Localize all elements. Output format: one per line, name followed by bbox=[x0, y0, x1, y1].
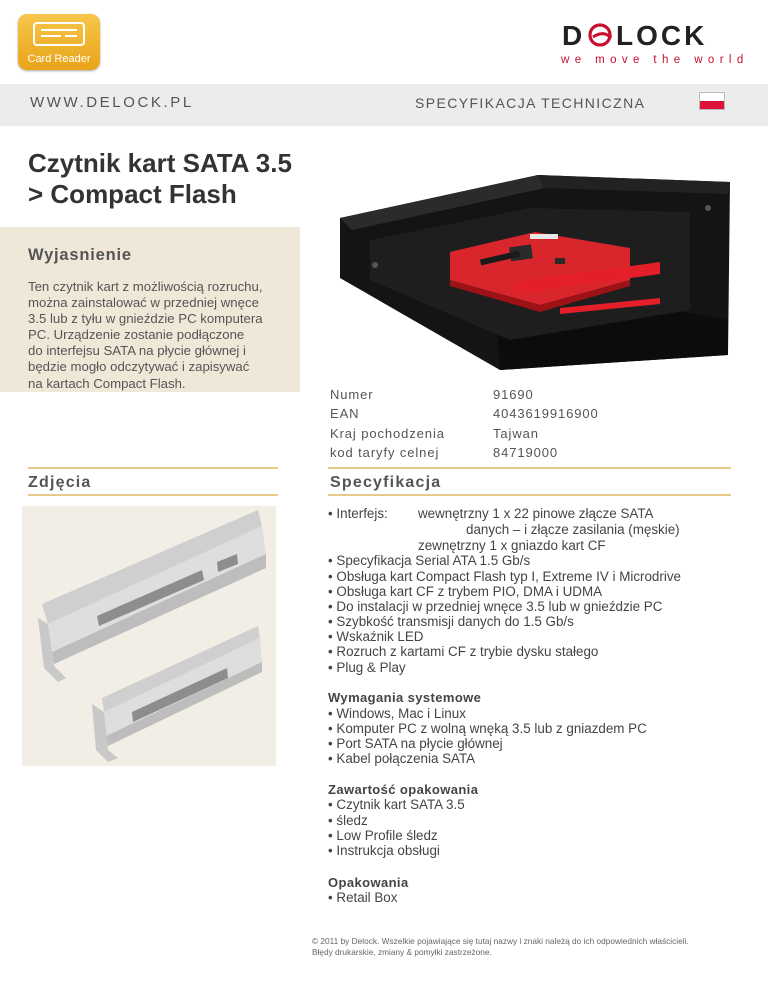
description-heading: Wyjasnienie bbox=[28, 246, 132, 264]
spec-item: • Plug & Play bbox=[328, 660, 406, 675]
description-line: PC. Urządzenie zostanie podłączone bbox=[28, 327, 245, 343]
requirement-item: • Kabel połączenia SATA bbox=[328, 751, 476, 766]
site-url[interactable]: WWW.DELOCK.PL bbox=[30, 94, 194, 111]
spec-item: • Rozruch z kartami CF z trybie dysku stałego bbox=[328, 644, 599, 659]
info-value-tariff: 84719000 bbox=[493, 445, 559, 460]
description-line: do interfejsu SATA na płycie głównej i bbox=[28, 343, 246, 359]
footer-line: Błędy drukarskie, zmiany & pomyłki zastrzeżone. bbox=[312, 947, 492, 957]
package-item: • Czytnik kart SATA 3.5 bbox=[328, 797, 465, 812]
requirement-item: • Windows, Mac i Linux bbox=[328, 706, 466, 721]
info-label-tariff: kod taryfy celnej bbox=[330, 445, 440, 460]
spec-item: • Do instalacji w przedniej wnęce 3.5 lub w gnieździe PC bbox=[328, 599, 663, 614]
spec-interface-label: • Interfejs: bbox=[328, 506, 388, 521]
photos-heading: Zdjęcia bbox=[28, 474, 92, 491]
product-title bbox=[28, 148, 292, 210]
spec-interface-line: danych – i złącze zasilania (męskie) bbox=[466, 522, 680, 537]
package-heading: Zawartość opakowania bbox=[328, 782, 479, 797]
description-line: będzie mogło odczytywać i zapisywać bbox=[28, 359, 250, 375]
description-line: można zainstalować w przedniej wnęce bbox=[28, 295, 259, 311]
divider bbox=[28, 494, 278, 496]
svg-text:LOCK: LOCK bbox=[616, 20, 708, 51]
spec-item: • Obsługa kart CF z trybem PIO, DMA i UDMA bbox=[328, 584, 603, 599]
logo-tagline: we move the world bbox=[561, 54, 749, 66]
description-text bbox=[28, 279, 288, 392]
requirements-heading: Wymagania systemowe bbox=[328, 690, 482, 705]
spec-item: • Szybkość transmisji danych do 1.5 Gb/s bbox=[328, 614, 574, 629]
card-reader-badge bbox=[18, 14, 100, 70]
info-value-number: 91690 bbox=[493, 387, 534, 402]
packing-item: • Retail Box bbox=[328, 890, 398, 905]
description-line: Ten czytnik kart z możliwością rozruchu, bbox=[28, 279, 263, 294]
spec-item: • Specyfikacja Serial ATA 1.5 Gb/s bbox=[328, 553, 531, 568]
requirement-item: • Komputer PC z wolną wnęką 3.5 lub z gniazdem PC bbox=[328, 721, 647, 736]
packing-heading: Opakowania bbox=[328, 875, 409, 890]
svg-text:D: D bbox=[562, 20, 586, 51]
description-line: 3.5 lub z tyłu w gnieździe PC komputera bbox=[28, 311, 263, 327]
spec-item: • Wskaźnik LED bbox=[328, 629, 424, 644]
spec-interface-line: zewnętrzny 1 x gniazdo kart CF bbox=[418, 538, 606, 553]
brackets-photo bbox=[22, 506, 276, 766]
delock-logo bbox=[560, 16, 749, 70]
spec-heading: Specyfikacja bbox=[330, 474, 442, 491]
title-line-1: Czytnik kart SATA 3.5 bbox=[28, 148, 292, 178]
package-item: • śledz bbox=[328, 813, 368, 828]
spec-item: • Obsługa kart Compact Flash typ I, Extreme IV i Microdrive bbox=[328, 569, 681, 584]
title-line-2: > Compact Flash bbox=[28, 179, 237, 209]
section-title: SPECYFIKACJA TECHNICZNA bbox=[415, 95, 646, 111]
card-slot-icon bbox=[33, 22, 85, 46]
info-label-country: Kraj pochodzenia bbox=[330, 426, 445, 441]
info-value-ean: 4043619916900 bbox=[493, 406, 599, 421]
footer-notice bbox=[312, 936, 689, 958]
divider bbox=[28, 467, 278, 469]
badge-label: Card Reader bbox=[27, 53, 91, 65]
product-photo bbox=[330, 170, 730, 380]
divider bbox=[328, 467, 731, 469]
poland-flag-icon bbox=[699, 92, 725, 110]
requirement-item: • Port SATA na płycie głównej bbox=[328, 736, 503, 751]
divider bbox=[328, 494, 731, 496]
package-item: • Instrukcja obsługi bbox=[328, 843, 440, 858]
info-label-number: Numer bbox=[330, 387, 374, 402]
description-line: na kartach Compact Flash. bbox=[28, 375, 186, 391]
spec-interface-line: wewnętrzny 1 x 22 pinowe złącze SATA bbox=[418, 506, 654, 521]
footer-line: © 2011 by Delock. Wszelkie pojawiające się tutaj nazwy i znaki należą do ich odpowiednich właścicieli. bbox=[312, 936, 689, 946]
package-item: • Low Profile śledz bbox=[328, 828, 438, 843]
info-value-country: Tajwan bbox=[493, 426, 539, 441]
info-label-ean: EAN bbox=[330, 406, 360, 421]
